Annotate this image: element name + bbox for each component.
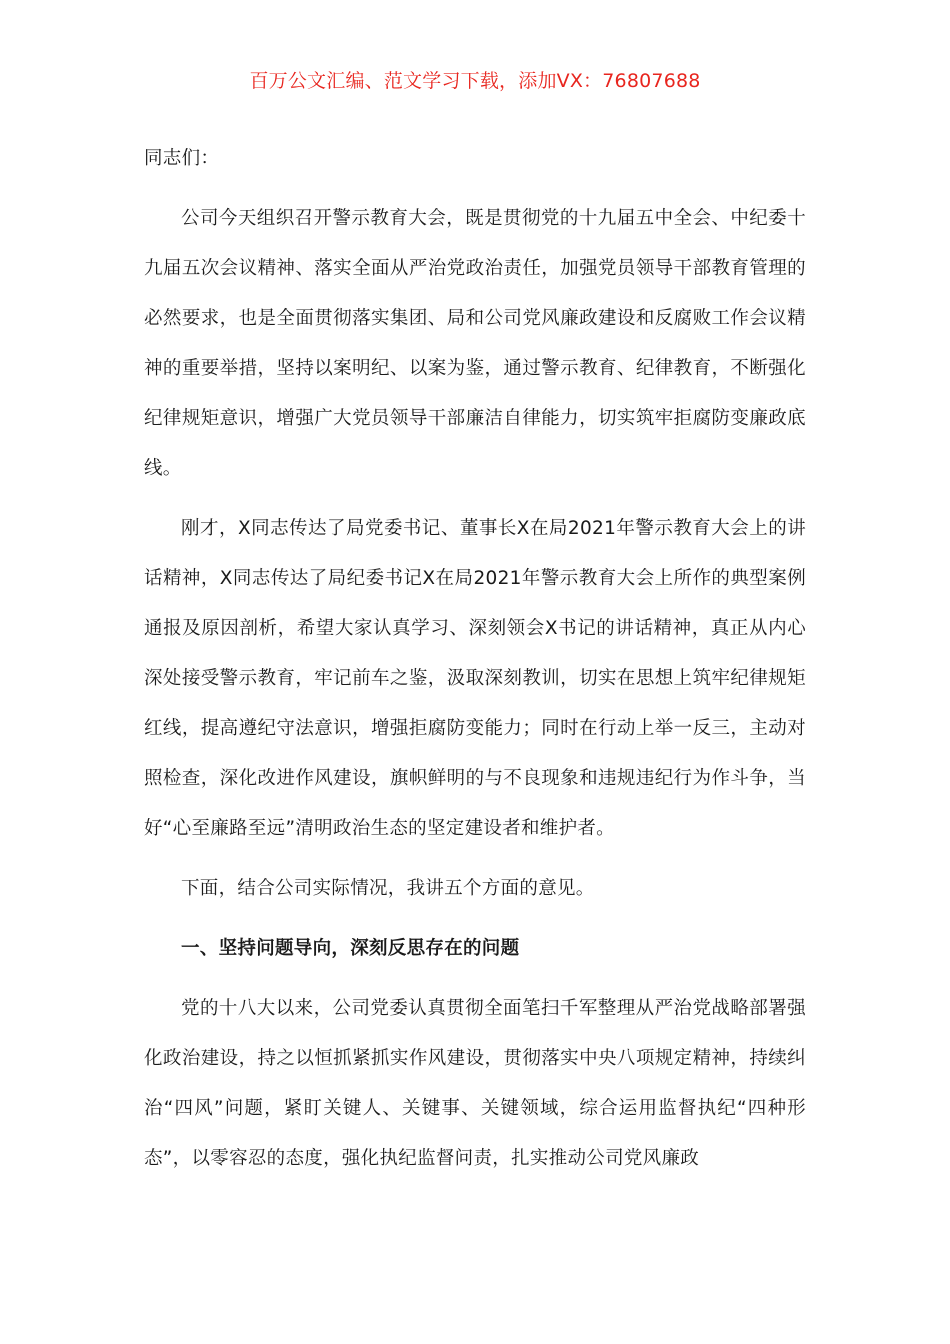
paragraph-3: 下面，结合公司实际情况，我讲五个方面的意见。 — [181, 878, 595, 899]
section-heading: 一、坚持问题导向，深刻反思存在的问题 — [181, 938, 520, 959]
paragraph-1: 公司今天组织召开警示教育大会，既是贯彻党的十九届五中全会、中纪委十九届五次会议精神、落实全面从严治党政治责任，加强党员领导干部教育管理的必然要求，也是全面贯彻落实集团、局和公司党风廉政建设和反腐败工作会议精神的重要举措，坚持以案明纪、以案为鉴，通过警示教育、纪律教育，不断强化纪律规矩意识，增强广大党员领导干部廉洁自律能力，切实筑牢拒腐防变廉政底线。 — [144, 208, 806, 479]
document-body — [144, 134, 806, 1184]
paragraph-2: 刚才，X同志传达了局党委书记、董事长X在局2021年警示教育大会上的讲话精神，X同志传达了局纪委书记X在局2021年警示教育大会上所作的典型案例通报及原因剖析，希望大家认真学习、深刻领会X书记的讲话精神，真正从内心深处接受警示教育，牢记前车之鉴，汲取深刻教训，切实在思想上筑牢纪律规矩红线，提高遵纪守法意识，增强拒腐防变能力；同时在行动上举一反三，主动对照检查，深化改进作风建设，旗帜鲜明的与不良现象和违规违纪行为作斗争，当好“心至廉路至远”清明政治生态的坚定建设者和维护者。 — [144, 518, 806, 839]
section-paragraph: 党的十八大以来，公司党委认真贯彻全面笔扫千军整理从严治党战略部署强化政治建设，持之以恒抓紧抓实作风建设，贯彻落实中央八项规定精神，持续纠治“四风”问题，紧盯关键人、关键事、关键领域，综合运用监督执纪“四种形态”，以零容忍的态度，强化执纪监督问责，扎实推动公司党风廉政 — [144, 998, 806, 1169]
header-banner: 百万公文汇编、范文学习下载，添加VX：76807688 — [249, 70, 701, 92]
salutation: 同志们： — [144, 148, 220, 169]
